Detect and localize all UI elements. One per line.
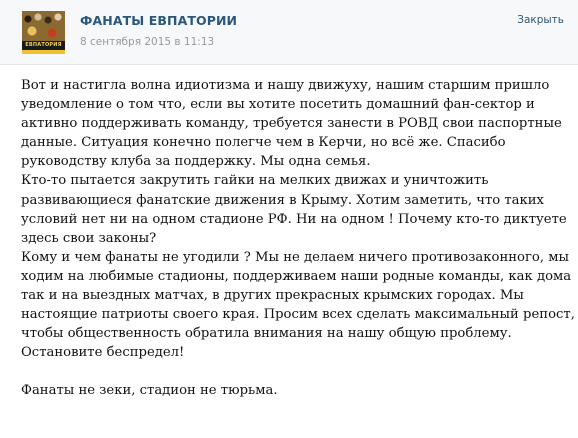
avatar-crowd-image — [22, 11, 65, 41]
post-line: здесь свои законы? — [21, 230, 157, 246]
post-header — [0, 0, 578, 65]
post-line: Кому и чем фанаты не угодили ? Мы не делаем ничего противозаконного, мы — [21, 249, 569, 265]
post-line: развивающиеся фанатские движения в Крыму. Хотим заметить, что таких — [21, 192, 544, 208]
post-line: ходим на любимые стадионы, поддерживаем наши родные команды, как дома — [21, 268, 572, 284]
post-line: Кто-то пытается закрутить гайки на мелких движах и уничтожить — [21, 173, 489, 189]
post-line: настоящие патриоты своего края. Просим всех сделать максимальный репост, — [21, 307, 575, 323]
avatar-stripe — [22, 50, 65, 54]
post-line: условий нет ни на одном стадионе РФ. Ни на одном ! Почему кто-то диктуете — [21, 211, 567, 227]
group-avatar[interactable] — [22, 11, 65, 54]
close-link[interactable]: Закрыть — [517, 14, 564, 26]
avatar-banner: ЕВПАТОРИЯ — [22, 41, 65, 50]
post-text — [21, 76, 575, 401]
post-date[interactable]: 8 сентября 2015 в 11:13 — [80, 36, 215, 48]
group-name-link[interactable]: ФАНАТЫ ЕВПАТОРИИ — [80, 13, 238, 28]
post-line: чтобы общественность обратила внимания на нашу общую проблему. — [21, 326, 512, 342]
post-line: Вот и настигла волна идиотизма и нашу движуху, нашим старшим пришло — [21, 78, 550, 93]
post-line: так и на выездных матчах, в других прекрасных крымских городах. Мы — [21, 288, 524, 304]
post-line: Фанаты не зеки, стадион не тюрьма. — [21, 383, 278, 399]
post-line: Остановите беспредел! — [21, 345, 185, 361]
post-line: активно поддерживать команду, требуется занести в РОВД свои паспортные — [21, 116, 562, 132]
paragraph-gap — [21, 362, 569, 381]
post-line: данные. Ситуация конечно полегче чем в Керчи, но всё же. Спасибо — [21, 135, 506, 151]
post-line: уведомление о том что, если вы хотите посетить домашний фан-сектор и — [21, 97, 535, 113]
post-line: руководству клуба за поддержку. Мы одна семья. — [21, 154, 371, 170]
